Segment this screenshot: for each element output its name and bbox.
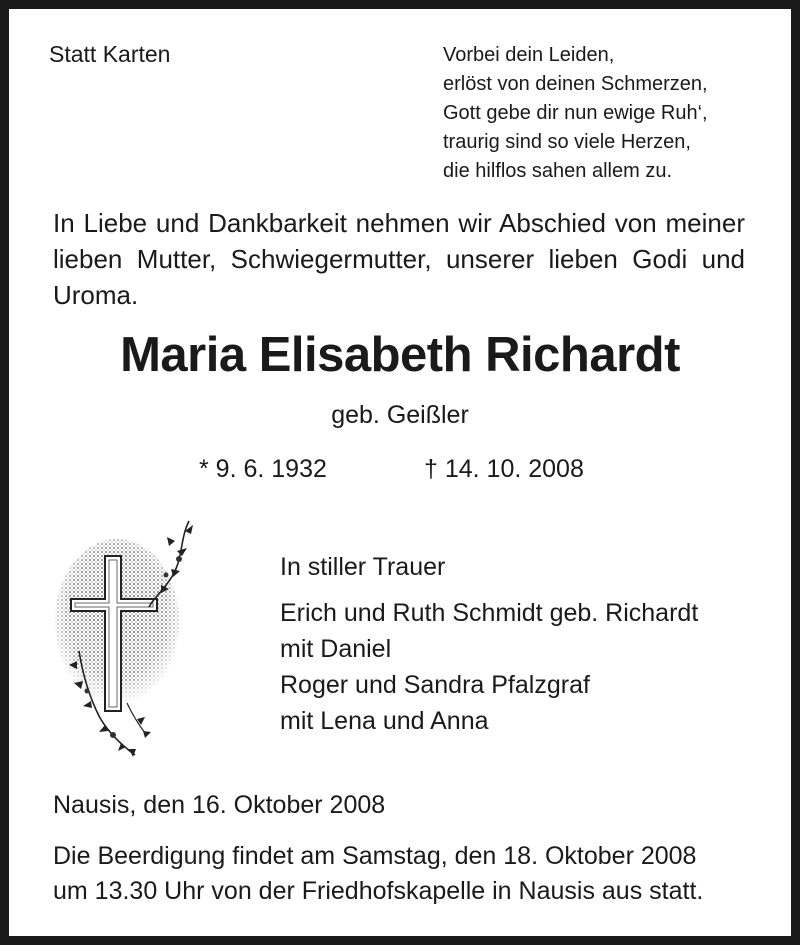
poem xyxy=(443,41,708,186)
statt-karten-label: Statt Karten xyxy=(49,41,171,67)
intro-text: In Liebe und Dankbarkeit nehmen wir Abschied von meiner lieben Mutter, Schwiegermutter, unserer lieben Godi und Uroma. xyxy=(53,208,745,310)
birth-date: * 9. 6. 1932 xyxy=(199,455,327,483)
funeral-info xyxy=(53,839,745,909)
mourner-line: mit Daniel xyxy=(280,635,392,663)
mourning-heading: In stiller Trauer xyxy=(280,553,446,581)
deceased-name: Maria Elisabeth Richardt xyxy=(120,328,680,382)
funeral-line: Die Beerdigung findet am Samstag, den 18. Oktober 2008 xyxy=(53,842,697,870)
funeral-line: um 13.30 Uhr von der Friedhofskapelle in Nausis aus statt. xyxy=(53,877,704,905)
place-date: Nausis, den 16. Oktober 2008 xyxy=(53,791,386,819)
cross-with-ivy-icon xyxy=(49,511,199,761)
poem-line: Gott gebe dir nun ewige Ruh‘, xyxy=(443,102,708,124)
mourners-list xyxy=(280,595,698,739)
mourner-line: mit Lena und Anna xyxy=(280,707,489,735)
poem-line: Vorbei dein Leiden, xyxy=(443,44,615,66)
mourner-line: Roger und Sandra Pfalzgraf xyxy=(280,671,590,699)
mourner-line: Erich und Ruth Schmidt geb. Richardt xyxy=(280,599,699,627)
poem-line: erlöst von deinen Schmerzen, xyxy=(443,73,708,95)
poem-line: traurig sind so viele Herzen, xyxy=(443,131,691,153)
death-date: † 14. 10. 2008 xyxy=(424,455,584,483)
poem-line: die hilflos sahen allem zu. xyxy=(443,160,673,182)
maiden-name: geb. Geißler xyxy=(331,401,469,429)
